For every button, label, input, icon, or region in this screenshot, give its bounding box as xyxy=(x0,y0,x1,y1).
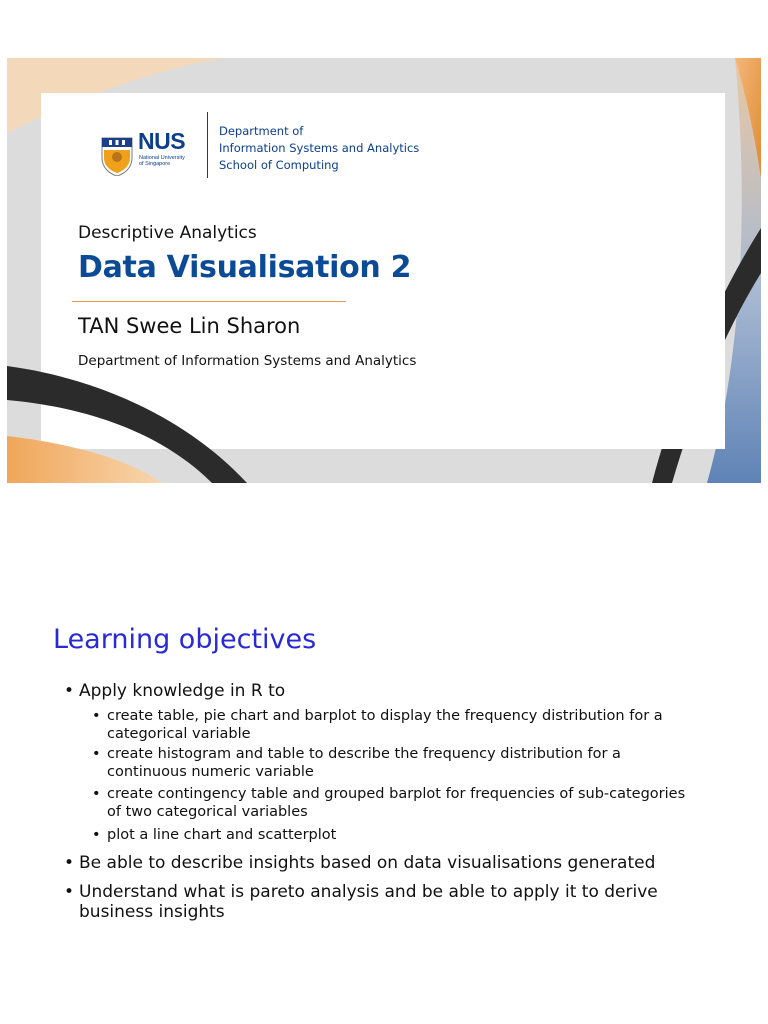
sub-bullet-text: plot a line chart and scatterplot xyxy=(107,827,337,843)
bullet-dot: • xyxy=(64,853,75,873)
bottom-left-orange-swoosh xyxy=(7,436,162,483)
course-subtitle: Descriptive Analytics xyxy=(78,223,257,243)
bullet-dot: • xyxy=(92,827,101,843)
bullet-dot: • xyxy=(64,882,75,902)
nus-subtitle: National University of Singapore xyxy=(139,155,185,167)
bullet-text: Apply knowledge in R to xyxy=(79,681,286,701)
author-department: Department of Information Systems and Analytics xyxy=(78,353,417,369)
bullet-text: Understand what is pareto analysis and be able to apply it to derive business insights xyxy=(79,882,658,922)
course-title: Data Visualisation 2 xyxy=(78,250,412,285)
bullet-3 xyxy=(64,882,724,922)
dept-line-1: Department of xyxy=(219,124,304,138)
bullet-text: Be able to describe insights based on data visualisations generated xyxy=(79,853,656,873)
sub-bullet-1 xyxy=(92,708,702,743)
logo-divider xyxy=(207,112,208,178)
nus-wordmark: NUS xyxy=(138,128,186,154)
sub-bullet-2 xyxy=(92,746,702,781)
sub-bullet-text: create table, pie chart and barplot to display the frequency distribution for a categorical variable xyxy=(107,708,663,742)
author-name: TAN Swee Lin Sharon xyxy=(78,314,301,338)
sub-bullet-4 xyxy=(92,827,702,845)
dept-line-3: School of Computing xyxy=(219,158,339,172)
bullet-dot: • xyxy=(64,681,75,701)
department-block xyxy=(219,123,419,174)
sub-bullet-text: create contingency table and grouped barplot for frequencies of sub-categories of two categorical variables xyxy=(107,786,686,820)
bullet-dot: • xyxy=(92,746,101,762)
sub-bullet-text: create histogram and table to describe the frequency distribution for a continuous numeric variable xyxy=(107,746,621,780)
learning-objectives-title: Learning objectives xyxy=(53,624,317,655)
bullet-dot: • xyxy=(92,708,101,724)
bullet-dot: • xyxy=(92,786,101,802)
bullet-2 xyxy=(64,853,724,873)
title-underline xyxy=(72,301,346,302)
sub-bullet-3 xyxy=(92,786,702,821)
dept-line-2: Information Systems and Analytics xyxy=(219,141,420,155)
bullet-1 xyxy=(64,681,724,701)
